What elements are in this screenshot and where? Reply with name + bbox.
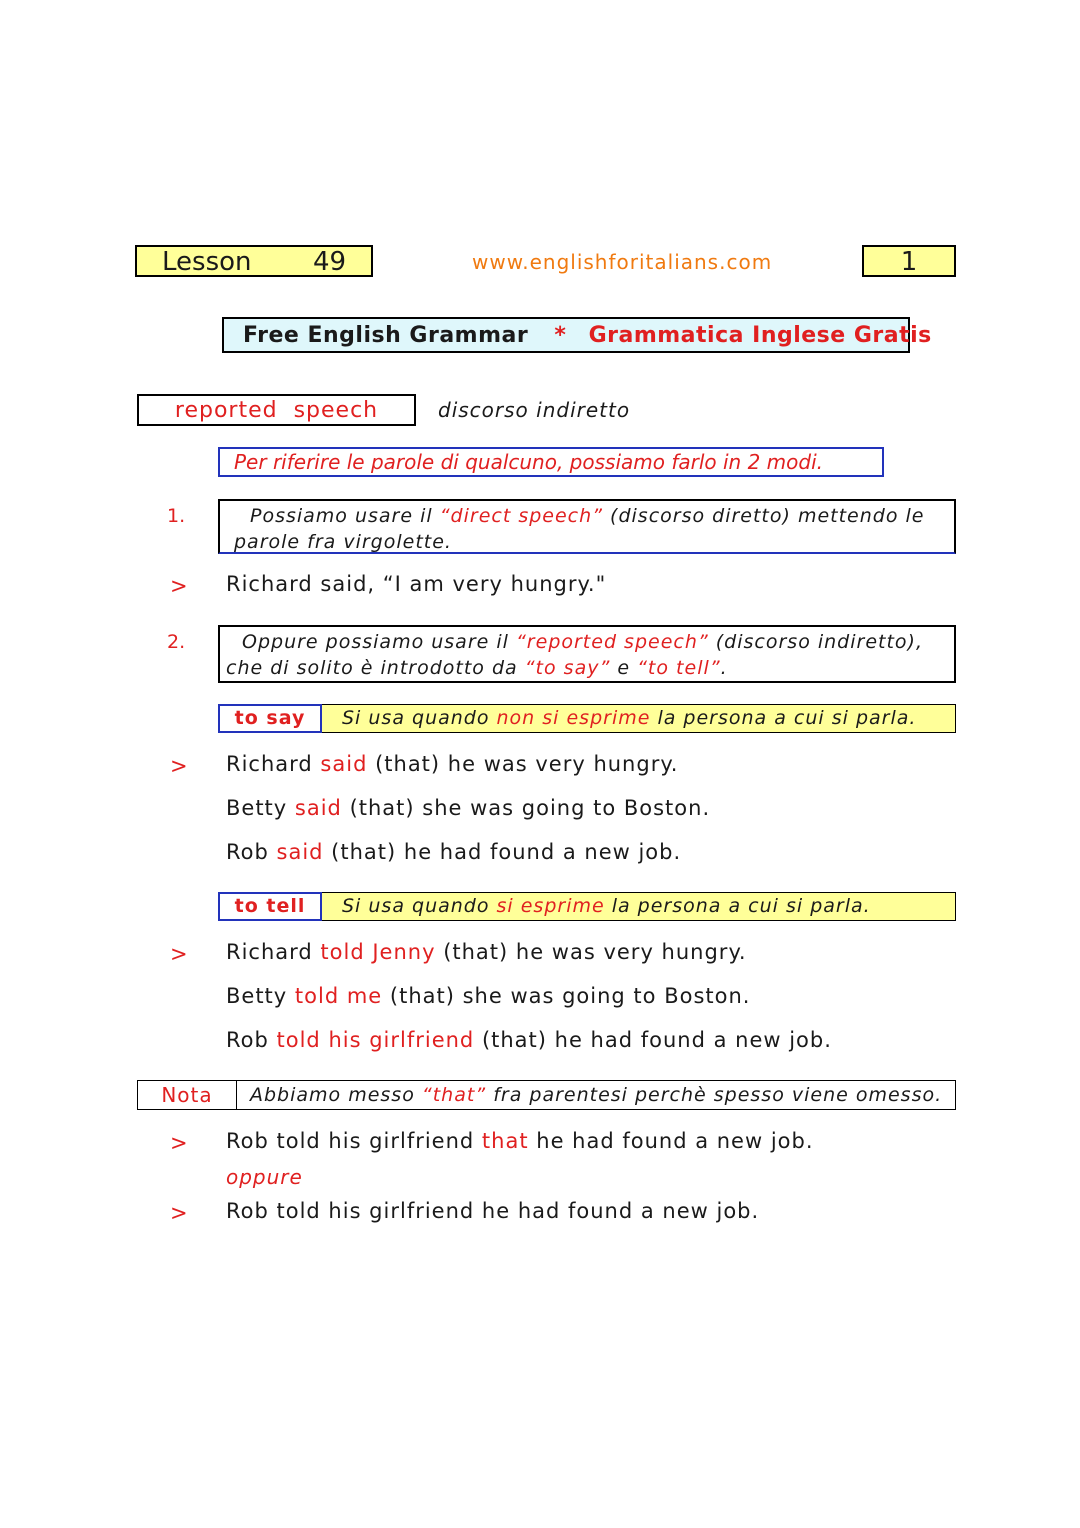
title-banner	[222, 317, 932, 353]
point2-explanation: Oppure possiamo usare il “reported speech” (discorso indiretto), che di solito è introdotto da “to say” e “to tell”.	[218, 625, 956, 683]
title-separator: *	[554, 323, 567, 348]
example-marker: >	[170, 942, 188, 966]
rule-description: Si usa quando si esprime la persona a cui si parla.	[322, 892, 956, 921]
title-english: Free English Grammar	[243, 323, 529, 348]
point-number: 2.	[167, 631, 186, 653]
example-sentence: Betty told me (that) she was going to Boston.	[226, 984, 751, 1008]
example-marker: >	[170, 1201, 188, 1225]
rule-key: to say	[218, 704, 322, 733]
site-url[interactable]: www.englishforitalians.com	[472, 250, 773, 274]
example-marker: >	[170, 754, 188, 778]
alternative-label: oppure	[226, 1165, 303, 1189]
point1-explanation: Possiamo usare il “direct speech” (discorso diretto) mettendo le parole fra virgolette.	[218, 499, 956, 554]
note-box	[137, 1080, 956, 1110]
note-label: Nota	[138, 1081, 237, 1109]
topic-box: reported speech	[137, 394, 416, 426]
example-marker: >	[170, 574, 188, 598]
intro-box: Per riferire le parole di qualcuno, possiamo farlo in 2 modi.	[218, 447, 884, 477]
page-number: 1	[862, 245, 956, 277]
lesson-number: 49	[313, 247, 347, 277]
rule-key: to tell	[218, 892, 322, 921]
example-sentence: Rob said (that) he had found a new job.	[226, 840, 682, 864]
rule-description: Si usa quando non si esprime la persona a cui si parla.	[322, 704, 956, 733]
point-number: 1.	[167, 505, 186, 527]
lesson-label: Lesson	[162, 247, 252, 277]
to-say-rule	[218, 704, 956, 733]
to-tell-rule	[218, 892, 956, 921]
example-marker: >	[170, 1131, 188, 1155]
topic-translation: discorso indiretto	[438, 398, 631, 422]
example-sentence: Rob told his girlfriend that he had found a new job.	[226, 1129, 814, 1153]
example-sentence: Richard said, “I am very hungry."	[226, 572, 607, 596]
example-sentence: Betty said (that) she was going to Boston.	[226, 796, 711, 820]
note-text: Abbiamo messo “that” fra parentesi perchè spesso viene omesso.	[250, 1084, 943, 1106]
example-sentence: Rob told his girlfriend he had found a new job.	[226, 1199, 760, 1223]
example-sentence: Richard told Jenny (that) he was very hungry.	[226, 940, 747, 964]
lesson-label-box	[135, 245, 373, 277]
title-italian: Grammatica Inglese Gratis	[588, 323, 932, 348]
example-sentence: Richard said (that) he was very hungry.	[226, 752, 679, 776]
example-sentence: Rob told his girlfriend (that) he had found a new job.	[226, 1028, 832, 1052]
